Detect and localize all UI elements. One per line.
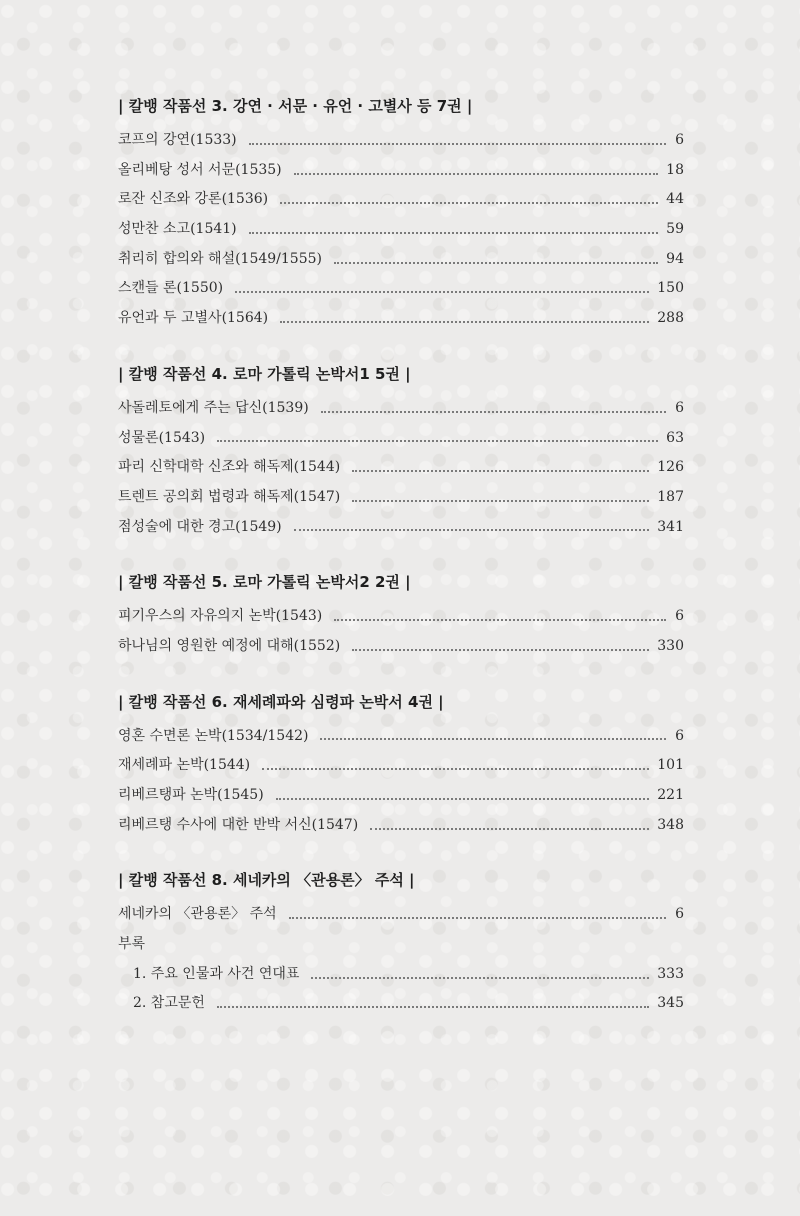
page-number: 126 xyxy=(657,459,684,476)
entry-title: 유언과 두 고별사(1564) xyxy=(118,310,269,327)
page-number: 59 xyxy=(666,221,684,238)
entry-title: 트렌트 공의회 법령과 해독제(1547) xyxy=(118,488,341,505)
toc-entry xyxy=(118,185,684,215)
entry-title: 성물론(1543) xyxy=(118,429,206,446)
page-number: 6 xyxy=(675,608,684,625)
toc-section xyxy=(118,362,684,542)
dot-leader xyxy=(235,291,649,293)
toc-entry xyxy=(118,930,684,960)
entry-title: 취리히 합의와 해설(1549/1555) xyxy=(118,250,322,267)
dot-leader xyxy=(370,828,649,830)
entry-title: 2. 참고문헌 xyxy=(133,995,205,1012)
entry-title: 영혼 수면론 논박(1534/1542) xyxy=(118,727,309,744)
entry-title: 점성술에 대한 경고(1549) xyxy=(118,518,282,535)
page-number: 348 xyxy=(657,816,684,833)
toc-entry xyxy=(118,424,684,454)
entry-title: 세네카의 〈관용론〉 주석 xyxy=(118,906,277,923)
entry-title: 사돌레토에게 주는 답신(1539) xyxy=(118,399,309,416)
toc-entry xyxy=(118,632,684,662)
toc-entry xyxy=(118,781,684,811)
toc-entry xyxy=(118,245,684,275)
entry-title: 리베르탱 수사에 대한 반박 서신(1547) xyxy=(118,816,359,833)
entry-title: 올리베탕 성서 서문(1535) xyxy=(118,161,282,178)
toc-section xyxy=(118,94,684,334)
toc-entry xyxy=(118,483,684,513)
toc-section xyxy=(118,570,684,661)
page-number: 150 xyxy=(657,280,684,297)
toc-entry xyxy=(118,304,684,334)
page-number: 6 xyxy=(675,906,684,923)
entry-title: 스캔들 론(1550) xyxy=(118,280,224,297)
entry-title: 재세례파 논박(1544) xyxy=(118,757,251,774)
page-number: 288 xyxy=(657,310,684,327)
page-number: 6 xyxy=(675,132,684,148)
dot-leader xyxy=(249,143,666,145)
toc-section xyxy=(118,868,684,1019)
dot-leader xyxy=(294,529,650,531)
dot-leader xyxy=(280,321,649,323)
toc-section xyxy=(118,690,684,841)
dot-leader xyxy=(276,798,650,800)
dot-leader xyxy=(280,202,658,204)
page-number: 44 xyxy=(666,191,684,208)
entry-title: 하나님의 영원한 예정에 대해(1552) xyxy=(118,637,341,654)
dot-leader xyxy=(262,768,649,770)
toc-entry xyxy=(118,156,684,186)
dot-leader xyxy=(334,262,658,264)
entry-title: 피기우스의 자유의지 논박(1543) xyxy=(118,608,323,625)
toc-entry xyxy=(118,900,684,930)
entry-title: 1. 주요 인물과 사건 연대표 xyxy=(133,965,300,982)
toc-entry xyxy=(118,751,684,781)
page-number: 18 xyxy=(666,161,684,178)
table-of-contents xyxy=(118,94,684,1047)
toc-entry xyxy=(118,602,684,632)
page-number: 6 xyxy=(675,399,684,416)
section-heading: | 칼뱅 작품선 8. 세네카의 〈관용론〉 주석 | xyxy=(118,871,415,890)
dot-leader xyxy=(311,977,649,979)
dot-leader xyxy=(217,1006,649,1008)
dot-leader xyxy=(217,440,658,442)
toc-entry xyxy=(118,722,684,752)
toc-entry xyxy=(118,811,684,841)
toc-entry xyxy=(118,394,684,424)
page-number: 187 xyxy=(657,488,684,505)
dot-leader xyxy=(352,500,649,502)
entry-title: 로잔 신조와 강론(1536) xyxy=(118,191,269,208)
toc-entry xyxy=(118,989,684,1019)
dot-leader xyxy=(352,649,649,651)
dot-leader xyxy=(352,470,649,472)
toc-entry xyxy=(118,453,684,483)
page-number: 101 xyxy=(657,757,684,774)
dot-leader xyxy=(320,738,666,740)
page-number: 345 xyxy=(657,995,684,1012)
entry-title: 코프의 강연(1533) xyxy=(118,132,237,148)
section-heading: | 칼뱅 작품선 3. 강연 · 서문 · 유언 · 고별사 등 7권 | xyxy=(118,97,473,115)
toc-entry xyxy=(118,513,684,543)
dot-leader xyxy=(294,173,659,175)
toc-entry xyxy=(118,960,684,990)
section-heading: | 칼뱅 작품선 4. 로마 가톨릭 논박서1 5권 | xyxy=(118,364,411,383)
page-number: 63 xyxy=(666,429,684,446)
entry-title: 성만찬 소고(1541) xyxy=(118,221,237,238)
section-heading: | 칼뱅 작품선 5. 로마 가톨릭 논박서2 2권 | xyxy=(118,573,411,592)
dot-leader xyxy=(249,232,659,234)
entry-title: 파리 신학대학 신조와 해독제(1544) xyxy=(118,459,341,476)
dot-leader xyxy=(289,917,666,919)
toc-entry xyxy=(118,126,684,156)
dot-leader xyxy=(321,411,666,413)
toc-entry xyxy=(118,274,684,304)
page-number: 94 xyxy=(666,250,684,267)
page-number: 330 xyxy=(657,637,684,654)
dot-leader xyxy=(334,619,666,621)
page-number: 6 xyxy=(675,727,684,744)
section-heading: | 칼뱅 작품선 6. 재세례파와 심령파 논박서 4권 | xyxy=(118,692,444,711)
page-number: 221 xyxy=(657,787,684,803)
entry-title: 리베르탱파 논박(1545) xyxy=(118,787,264,803)
page-number: 341 xyxy=(657,518,684,535)
page-number: 333 xyxy=(657,965,684,982)
toc-entry xyxy=(118,215,684,245)
entry-title: 부록 xyxy=(118,936,146,953)
